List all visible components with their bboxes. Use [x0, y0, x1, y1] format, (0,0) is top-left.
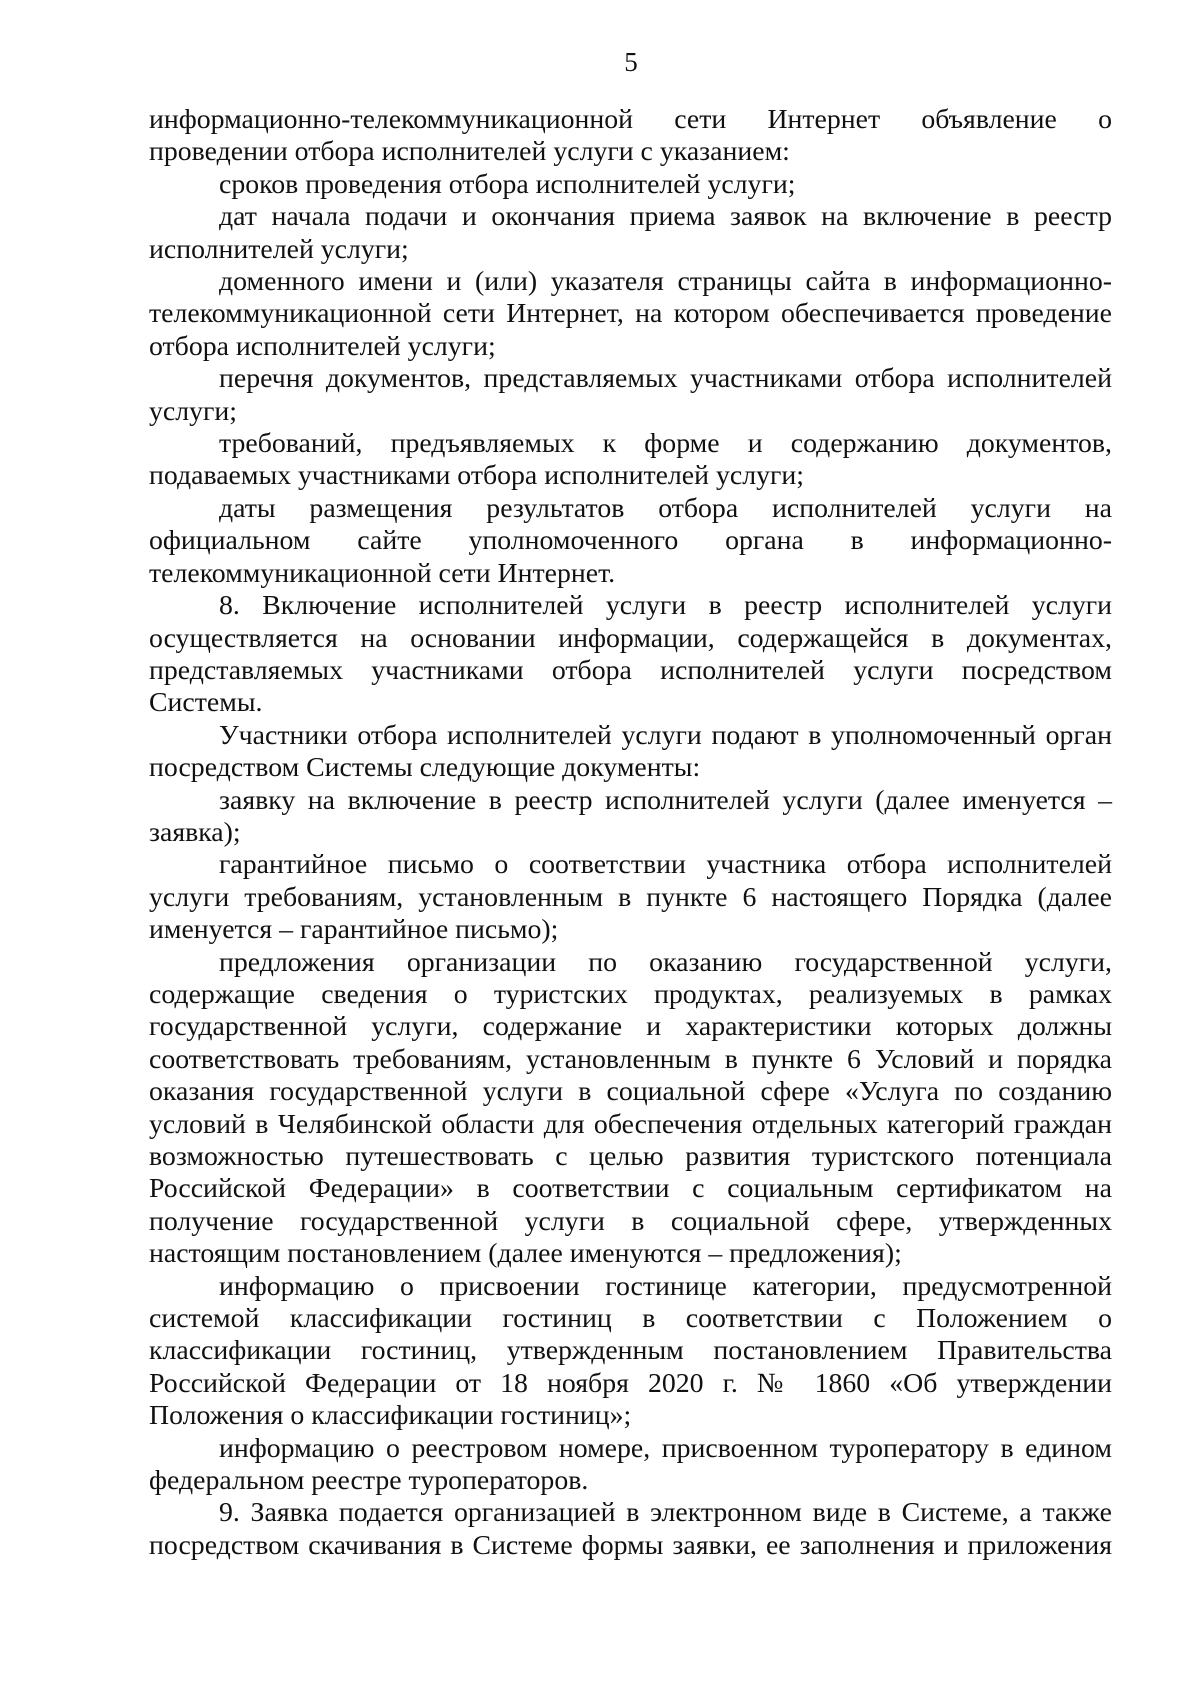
paragraph-continuation: информационно-телекоммуникационной сети Интернет объявление о проведении отбора исполнителей услуги с указанием: — [149, 104, 1112, 168]
document-body — [149, 104, 1112, 1562]
paragraph-clause-8: 8. Включение исполнителей услуги в реестр исполнителей услуги осуществляется на основании информации, содержащейся в документах, представляемых участниками отбора исполнителей услуги посредством Системы. — [149, 590, 1112, 719]
paragraph-application: заявку на включение в реестр исполнителей услуги (далее именуется – заявка); — [149, 784, 1112, 848]
paragraph-results-date: даты размещения результатов отбора исполнителей услуги на официальном сайте уполномоченного органа в информационно-телекоммуникационной сети Интернет. — [149, 492, 1112, 589]
paragraph-proposals: предложения организации по оказанию государственной услуги, содержащие сведения о туристских продуктах, реализуемых в рамках государственной услуги, содержание и характеристики которых должны соответствовать требованиям, установленным в пункте 6 Условий и порядка оказания государственной услуги в социальной сфере «Услуга по созданию условий в Челябинской области для обеспечения отдельных категорий граждан возможностью путешествовать с целью развития туристского потенциала Российской Федерации» в соответствии с социальным сертификатом на получение государственной услуги в социальной сфере, утвержденных настоящим постановлением (далее именуются – предложения); — [149, 946, 1112, 1270]
paragraph-deadlines: сроков проведения отбора исполнителей услуги; — [219, 168, 796, 200]
paragraph-document-list: перечня документов, представляемых участниками отбора исполнителей услуги; — [149, 363, 1112, 427]
paragraph-participants: Участники отбора исполнителей услуги подают в уполномоченный орган посредством Системы следующие документы: — [149, 719, 1112, 784]
paragraph-registry-number: информацию о реестровом номере, присвоенном туроператору в едином федеральном реестре туроператоров. — [149, 1432, 1112, 1497]
paragraph-application-dates: дат начала подачи и окончания приема заявок на включение в реестр исполнителей услуги; — [149, 201, 1112, 265]
paragraph-clause-9: 9. Заявка подается организацией в электронном виде в Системе, а также посредством скачивания в Системе формы заявки, ее заполнения и приложения — [149, 1497, 1112, 1561]
page-number: 5 — [624, 47, 638, 77]
paragraph-requirements: требований, предъявляемых к форме и содержанию документов, подаваемых участниками отбора исполнителей услуги; — [149, 428, 1112, 492]
paragraph-hotel-category: информацию о присвоении гостинице категории, предусмотренной системой классификации гостиниц в соответствии с Положением о классификации гостиниц, утвержденным постановлением Правительства Российской Федерации от 18 ноября 2020 г. № 1860 «Об утверждении Положения о классификации гостиниц»; — [149, 1270, 1112, 1432]
paragraph-guarantee-letter: гарантийное письмо о соответствии участника отбора исполнителей услуги требованиям, установленным в пункте 6 настоящего Порядка (далее именуется – гарантийное письмо); — [149, 849, 1112, 946]
paragraph-domain-name: доменного имени и (или) указателя страницы сайта в информационно-телекоммуникационной сети Интернет, на котором обеспечивается проведение отбора исполнителей услуги; — [149, 266, 1112, 362]
